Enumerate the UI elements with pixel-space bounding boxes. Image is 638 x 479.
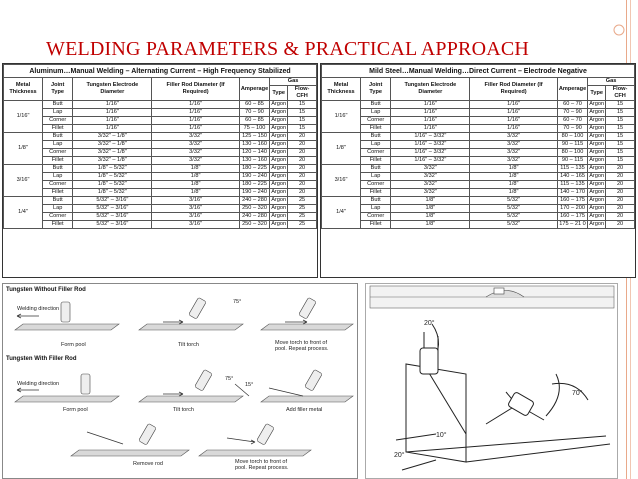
table-cell: 15 bbox=[606, 117, 635, 125]
table-cell: Argon bbox=[589, 141, 605, 147]
table-cell: 1/16" bbox=[391, 125, 470, 133]
table-cell: 1/16" bbox=[391, 109, 470, 117]
table-cell: 3/32" bbox=[470, 141, 557, 149]
table-cell: 1/16" bbox=[73, 125, 152, 133]
table-cell: Argon bbox=[589, 125, 605, 131]
table-row bbox=[322, 117, 635, 125]
table-cell: 90 – 115 bbox=[557, 157, 587, 165]
table-row bbox=[4, 117, 317, 125]
column-header: Metal Thickness bbox=[322, 78, 361, 101]
table-cell: 20 bbox=[606, 197, 635, 205]
table-title: Aluminum…Manual Welding – Alternating Current – High Frequency Stabilized bbox=[4, 65, 317, 78]
table-cell: 3/32" – 1/8" bbox=[73, 157, 152, 165]
technique-illustrations bbox=[3, 284, 357, 478]
table-cell: 1/8" bbox=[152, 173, 239, 181]
table-header-row bbox=[4, 78, 317, 86]
label-welding-direction-2: Welding direction bbox=[17, 381, 60, 387]
table-row bbox=[4, 181, 317, 189]
table-cell: 180 – 225 bbox=[239, 181, 269, 189]
aluminum-parameters-table bbox=[2, 63, 318, 278]
table-cell: Argon bbox=[271, 189, 287, 195]
table-cell: 240 – 280 bbox=[239, 213, 269, 221]
table-row bbox=[4, 173, 317, 181]
table-cell: 1/8" bbox=[391, 213, 470, 221]
table-cell: Lap bbox=[43, 141, 73, 149]
table-cell: 60 – 70 bbox=[557, 117, 587, 125]
metal-thickness-cell: 1/16" bbox=[322, 101, 361, 133]
table-cell: 240 – 280 bbox=[239, 197, 269, 205]
table-cell: 1/8" bbox=[152, 181, 239, 189]
table-cell: 25 bbox=[288, 205, 317, 213]
table-cell: Argon bbox=[271, 101, 287, 107]
table-cell: 3/32" bbox=[152, 149, 239, 157]
table-cell: Argon bbox=[271, 165, 287, 171]
label-move-torch-2: Move torch to front of pool. Repeat process. bbox=[235, 459, 289, 471]
aluminum-table-grid bbox=[3, 64, 317, 229]
table-cell: 15 bbox=[606, 109, 635, 117]
column-header-group: Gas bbox=[270, 78, 317, 86]
section-with-filler: Tungsten With Filler Rod bbox=[6, 356, 77, 362]
table-cell: 3/32" bbox=[391, 189, 470, 197]
table-cell: 15 bbox=[606, 125, 635, 133]
column-header: Type bbox=[588, 86, 606, 101]
table-cell: 1/16" bbox=[391, 101, 470, 109]
table-cell: 1/16" bbox=[73, 109, 152, 117]
table-row bbox=[4, 149, 317, 157]
table-cell: Argon bbox=[271, 213, 287, 219]
table-cell: 20 bbox=[288, 149, 317, 157]
table-cell: 1/16" bbox=[152, 117, 239, 125]
label-angle-20-bottom: 20° bbox=[394, 452, 405, 459]
table-cell: Butt bbox=[361, 133, 391, 141]
table-cell: Argon bbox=[271, 173, 287, 179]
table-title: Mild Steel…Manual Welding…Direct Current – Electrode Negative bbox=[322, 65, 635, 78]
table-row bbox=[4, 133, 317, 141]
table-cell: Lap bbox=[361, 141, 391, 149]
table-row bbox=[322, 221, 635, 229]
table-cell: Fillet bbox=[361, 221, 391, 229]
table-cell: Fillet bbox=[361, 189, 391, 197]
table-cell: 1/16" bbox=[73, 101, 152, 109]
table-cell: 3/16" bbox=[152, 221, 239, 229]
table-cell: 1/8" – 5/32" bbox=[73, 189, 152, 197]
table-cell: Argon bbox=[271, 109, 287, 115]
table-cell: 115 – 135 bbox=[557, 181, 587, 189]
table-cell: 20 bbox=[606, 213, 635, 221]
column-header: Metal Thickness bbox=[4, 78, 43, 101]
table-cell: 3/32" bbox=[152, 133, 239, 141]
table-cell: 1/16" – 3/32" bbox=[391, 141, 470, 149]
table-cell: Argon bbox=[589, 117, 605, 123]
table-row bbox=[322, 213, 635, 221]
table-row bbox=[322, 205, 635, 213]
table-row bbox=[4, 221, 317, 229]
table-cell: Corner bbox=[43, 117, 73, 125]
table-cell: 125 – 150 bbox=[239, 133, 269, 141]
label-tilt-torch-1: Tilt torch bbox=[178, 342, 199, 348]
table-cell: 25 bbox=[288, 213, 317, 221]
table-row bbox=[4, 157, 317, 165]
table-cell: 20 bbox=[288, 181, 317, 189]
table-cell: 5/32" – 3/16" bbox=[73, 213, 152, 221]
table-cell: 20 bbox=[288, 133, 317, 141]
table-cell: Argon bbox=[589, 173, 605, 179]
table-cell: Argon bbox=[589, 149, 605, 155]
table-cell: Butt bbox=[43, 101, 73, 109]
table-cell: 140 – 165 bbox=[557, 173, 587, 181]
table-cell: 1/16" bbox=[470, 101, 557, 109]
table-cell: Fillet bbox=[43, 189, 73, 197]
table-row bbox=[4, 189, 317, 197]
table-cell: Lap bbox=[43, 205, 73, 213]
table-row bbox=[322, 109, 635, 117]
torch-angle-panel bbox=[365, 283, 618, 479]
table-cell: 15 bbox=[606, 157, 635, 165]
table-cell: 1/16" bbox=[152, 109, 239, 117]
table-row bbox=[322, 181, 635, 189]
column-header: Amperage bbox=[557, 78, 587, 101]
table-cell: 1/8" bbox=[152, 189, 239, 197]
table-cell: 70 – 90 bbox=[239, 109, 269, 117]
table-cell: Argon bbox=[589, 157, 605, 163]
tig-technique-panel bbox=[2, 283, 358, 479]
table-cell: Corner bbox=[43, 149, 73, 157]
table-cell: 90 – 115 bbox=[557, 141, 587, 149]
table-row bbox=[4, 205, 317, 213]
table-row bbox=[4, 101, 317, 109]
table-cell: 3/32" bbox=[391, 165, 470, 173]
table-cell: 60 – 70 bbox=[557, 101, 587, 109]
label-add-filler: Add filler metal bbox=[286, 407, 323, 413]
table-cell: 1/8" bbox=[470, 173, 557, 181]
table-cell: Lap bbox=[361, 205, 391, 213]
table-cell: 15 bbox=[288, 101, 317, 109]
table-cell: 3/16" bbox=[152, 205, 239, 213]
table-cell: 250 – 320 bbox=[239, 205, 269, 213]
label-angle-15: 15° bbox=[245, 382, 254, 388]
table-row bbox=[322, 197, 635, 205]
table-title-row bbox=[4, 65, 317, 78]
label-move-torch-1: Move torch to front of pool. Repeat process. bbox=[275, 340, 329, 352]
table-row bbox=[322, 173, 635, 181]
table-cell: 3/32" bbox=[152, 141, 239, 149]
column-header: Tungsten Electrode Diameter bbox=[391, 78, 470, 101]
table-cell: 1/8" bbox=[470, 189, 557, 197]
table-cell: 160 – 175 bbox=[557, 213, 587, 221]
table-cell: Argon bbox=[589, 101, 605, 107]
table-cell: Butt bbox=[43, 133, 73, 141]
table-cell: 15 bbox=[288, 125, 317, 133]
table-row bbox=[322, 125, 635, 133]
table-row bbox=[322, 165, 635, 173]
table-cell: 130 – 160 bbox=[239, 141, 269, 149]
table-cell: 3/32" bbox=[470, 133, 557, 141]
table-cell: 20 bbox=[288, 165, 317, 173]
label-angle-75-2: 75° bbox=[225, 376, 234, 382]
table-cell: Corner bbox=[361, 181, 391, 189]
table-cell: Fillet bbox=[43, 221, 73, 229]
table-cell: 1/16" bbox=[152, 101, 239, 109]
table-cell: Argon bbox=[271, 141, 287, 147]
label-angle-70: 70° bbox=[572, 390, 583, 397]
table-cell: 5/32" bbox=[470, 221, 557, 229]
table-cell: Argon bbox=[589, 221, 605, 227]
column-header: Type bbox=[270, 86, 288, 101]
corner-ornament-icon bbox=[611, 22, 627, 38]
table-row bbox=[322, 189, 635, 197]
table-row bbox=[322, 101, 635, 109]
table-cell: 5/32" – 3/16" bbox=[73, 197, 152, 205]
table-cell: Argon bbox=[589, 133, 605, 139]
table-cell: 1/16" bbox=[391, 117, 470, 125]
table-cell: Fillet bbox=[43, 125, 73, 133]
table-cell: Argon bbox=[271, 181, 287, 187]
table-cell: 3/32" – 1/8" bbox=[73, 141, 152, 149]
table-row bbox=[322, 141, 635, 149]
table-cell: 25 bbox=[288, 221, 317, 229]
table-cell: Argon bbox=[271, 197, 287, 203]
column-header: Filler Rod Diameter (If Required) bbox=[470, 78, 557, 101]
table-cell: 3/32" bbox=[391, 173, 470, 181]
table-cell: 120 – 140 bbox=[239, 149, 269, 157]
table-cell: Argon bbox=[271, 133, 287, 139]
table-cell: 60 – 85 bbox=[239, 117, 269, 125]
table-cell: Argon bbox=[589, 165, 605, 171]
table-cell: 175 – 21 0 bbox=[559, 221, 586, 227]
table-cell: 70 – 90 bbox=[557, 109, 587, 117]
table-cell: 130 – 160 bbox=[239, 157, 269, 165]
table-cell: 190 – 240 bbox=[239, 189, 269, 197]
table-cell: 3/32" bbox=[391, 181, 470, 189]
table-cell: 70 – 90 bbox=[557, 125, 587, 133]
table-header-row bbox=[322, 78, 635, 86]
table-cell: Argon bbox=[589, 213, 605, 219]
table-cell: Argon bbox=[589, 189, 605, 195]
table-row bbox=[4, 165, 317, 173]
table-cell: 1/16" bbox=[470, 117, 557, 125]
table-cell: 5/32" bbox=[470, 205, 557, 213]
table-cell: 5/32" – 3/16" bbox=[73, 221, 152, 229]
table-cell: Lap bbox=[43, 109, 73, 117]
table-cell: 3/32" – 1/8" bbox=[73, 133, 152, 141]
table-cell: 1/16" bbox=[470, 109, 557, 117]
section-without-filler: Tungsten Without Filler Rod bbox=[6, 287, 86, 293]
table-cell: Corner bbox=[43, 213, 73, 221]
column-header: Amperage bbox=[239, 78, 269, 101]
table-cell: 20 bbox=[288, 157, 317, 165]
label-remove-rod: Remove rod bbox=[133, 461, 163, 467]
table-cell: 160 – 175 bbox=[557, 197, 587, 205]
table-cell: 1/8" bbox=[391, 197, 470, 205]
column-header: Joint Type bbox=[361, 78, 391, 101]
table-cell: 20 bbox=[606, 173, 635, 181]
table-cell: Butt bbox=[361, 165, 391, 173]
table-cell: 1/16" bbox=[152, 125, 239, 133]
table-cell: Argon bbox=[271, 221, 287, 227]
table-cell: Lap bbox=[43, 173, 73, 181]
table-cell: 15 bbox=[606, 141, 635, 149]
label-form-pool-1: Form pool bbox=[61, 342, 86, 348]
table-cell: 20 bbox=[606, 221, 635, 229]
table-row bbox=[4, 213, 317, 221]
mild-steel-table-grid bbox=[321, 64, 635, 229]
table-row bbox=[4, 197, 317, 205]
table-row bbox=[322, 149, 635, 157]
table-cell: 1/16" bbox=[73, 117, 152, 125]
table-cell: 15 bbox=[288, 117, 317, 125]
table-cell: 1/8" bbox=[391, 205, 470, 213]
table-cell: 1/8" bbox=[391, 221, 470, 229]
table-cell: Argon bbox=[271, 149, 287, 155]
table-cell: 3/32" bbox=[470, 149, 557, 157]
table-cell: 60 – 85 bbox=[239, 101, 269, 109]
table-cell: 5/32" bbox=[470, 213, 557, 221]
table-cell: 80 – 100 bbox=[557, 149, 587, 157]
table-cell: 1/16" – 3/32" bbox=[391, 157, 470, 165]
table-cell: Argon bbox=[271, 157, 287, 163]
column-header: Filler Rod Diameter (If Required) bbox=[152, 78, 239, 101]
table-cell: Fillet bbox=[43, 157, 73, 165]
table-cell: 115 – 135 bbox=[557, 165, 587, 173]
table-cell: Argon bbox=[589, 181, 605, 187]
column-header-group: Gas bbox=[588, 78, 635, 86]
table-cell: 140 – 170 bbox=[557, 189, 587, 197]
table-row bbox=[4, 141, 317, 149]
label-tilt-torch-2: Tilt torch bbox=[173, 407, 194, 413]
table-cell: 5/32" – 3/16" bbox=[73, 205, 152, 213]
table-cell: 1/8" bbox=[470, 165, 557, 173]
table-cell: 20 bbox=[606, 189, 635, 197]
table-cell: Fillet bbox=[361, 157, 391, 165]
table-cell: 20 bbox=[606, 181, 635, 189]
table-cell: 1/8" – 5/32" bbox=[73, 173, 152, 181]
table-cell: 25 bbox=[288, 197, 317, 205]
table-cell: 3/16" bbox=[152, 213, 239, 221]
table-cell: 190 – 240 bbox=[239, 173, 269, 181]
table-cell: 250 – 320 bbox=[239, 221, 269, 229]
table-cell: Corner bbox=[43, 181, 73, 189]
column-header: Tungsten Electrode Diameter bbox=[73, 78, 152, 101]
table-cell: 20 bbox=[288, 189, 317, 197]
label-angle-10: 10° bbox=[436, 432, 447, 439]
label-angle-75-1: 75° bbox=[233, 299, 242, 305]
table-cell: Argon bbox=[589, 197, 605, 203]
metal-thickness-cell: 1/8" bbox=[4, 133, 43, 165]
table-row bbox=[322, 133, 635, 141]
metal-thickness-cell: 1/16" bbox=[4, 101, 43, 133]
metal-thickness-cell: 1/8" bbox=[322, 133, 361, 165]
table-cell: Argon bbox=[271, 125, 287, 131]
table-cell: 20 bbox=[288, 173, 317, 181]
table-row bbox=[322, 157, 635, 165]
table-cell: 1/8" bbox=[152, 165, 239, 173]
column-header: Flow-CFH bbox=[288, 86, 317, 101]
table-cell: 3/32" – 1/8" bbox=[73, 149, 152, 157]
table-row bbox=[4, 109, 317, 117]
label-form-pool-2: Form pool bbox=[63, 407, 88, 413]
table-cell: 15 bbox=[606, 133, 635, 141]
table-cell: 1/16" bbox=[470, 125, 557, 133]
table-cell: Argon bbox=[271, 117, 287, 123]
table-cell: Corner bbox=[361, 213, 391, 221]
table-cell: Butt bbox=[43, 165, 73, 173]
table-cell: Butt bbox=[361, 101, 391, 109]
table-cell: 1/8" – 5/32" bbox=[73, 165, 152, 173]
label-welding-direction-1: Welding direction bbox=[17, 306, 60, 312]
table-cell: 170 – 200 bbox=[557, 205, 587, 213]
column-header: Flow-CFH bbox=[606, 86, 635, 101]
slide-title: WELDING PARAMETERS & PRACTICAL APPROACH bbox=[46, 38, 530, 60]
table-cell: 20 bbox=[606, 165, 635, 173]
table-cell: Argon bbox=[589, 205, 605, 211]
table-cell: 3/32" bbox=[152, 157, 239, 165]
table-row bbox=[4, 125, 317, 133]
table-cell: 1/8" – 5/32" bbox=[73, 181, 152, 189]
table-cell: 1/16" – 3/32" bbox=[391, 149, 470, 157]
metal-thickness-cell: 1/4" bbox=[4, 197, 43, 229]
table-cell: Argon bbox=[589, 109, 605, 115]
metal-thickness-cell: 3/16" bbox=[322, 165, 361, 197]
table-cell: 1/8" bbox=[470, 181, 557, 189]
metal-thickness-cell: 3/16" bbox=[4, 165, 43, 197]
table-cell: 5/32" bbox=[470, 197, 557, 205]
table-cell: Butt bbox=[361, 197, 391, 205]
table-cell: 20 bbox=[288, 141, 317, 149]
table-cell: 180 – 225 bbox=[239, 165, 269, 173]
column-header: Joint Type bbox=[43, 78, 73, 101]
metal-thickness-cell: 1/4" bbox=[322, 197, 361, 229]
table-cell: Lap bbox=[361, 109, 391, 117]
table-cell: 1/16" – 3/32" bbox=[391, 133, 470, 141]
table-cell: 15 bbox=[606, 149, 635, 157]
torch-angle-drawing bbox=[366, 284, 617, 478]
table-cell: Corner bbox=[361, 117, 391, 125]
table-cell: Butt bbox=[43, 197, 73, 205]
table-cell: 80 – 100 bbox=[557, 133, 587, 141]
table-cell: 15 bbox=[288, 109, 317, 117]
label-angle-20-top: 20° bbox=[424, 320, 435, 327]
table-cell: Corner bbox=[361, 149, 391, 157]
table-cell: 15 bbox=[606, 101, 635, 109]
table-cell: 75 – 100 bbox=[239, 125, 269, 133]
table-cell: Fillet bbox=[361, 125, 391, 133]
table-cell: 3/16" bbox=[152, 197, 239, 205]
table-cell: Argon bbox=[271, 205, 287, 211]
table-cell: 20 bbox=[606, 205, 635, 213]
mild-steel-parameters-table bbox=[320, 63, 636, 278]
table-cell: 3/32" bbox=[470, 157, 557, 165]
table-cell: Lap bbox=[361, 173, 391, 181]
table-title-row bbox=[322, 65, 635, 78]
